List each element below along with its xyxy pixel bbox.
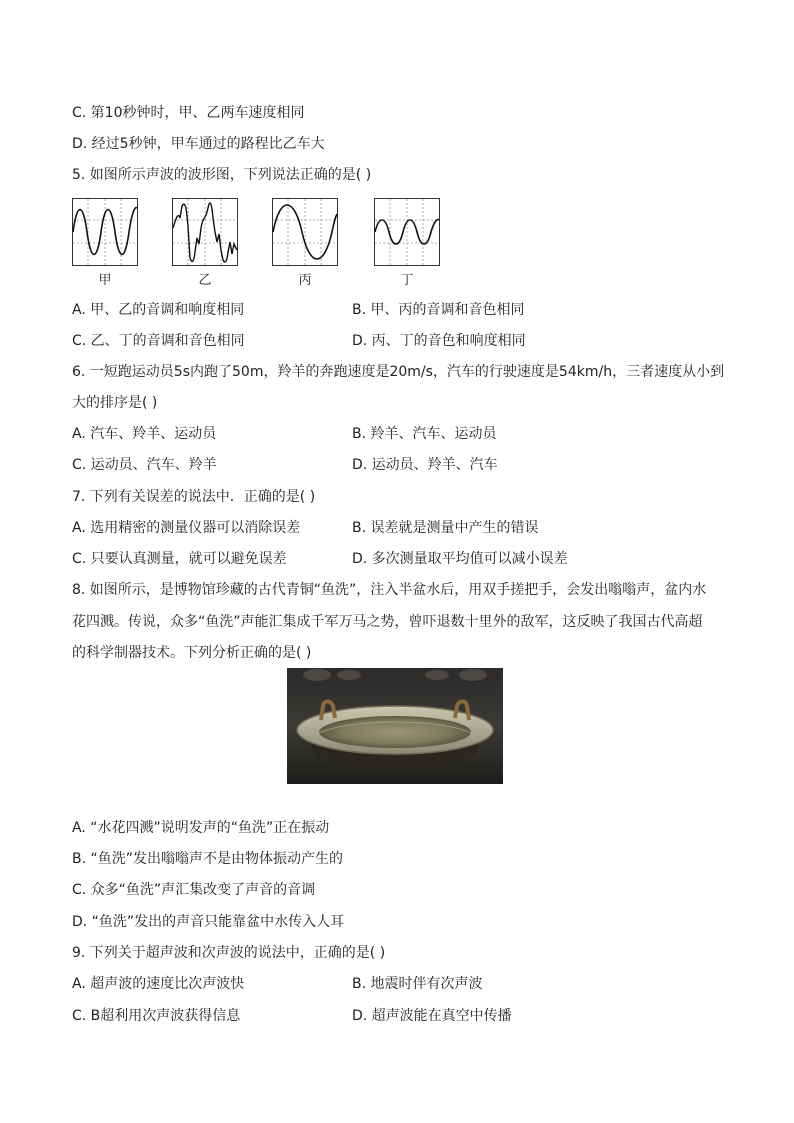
q9-stem: 9. 下列关于超声波和次声波的说法中，正确的是( ): [72, 945, 386, 961]
q7-option-c: C. 只要认真测量，就可以避免误差: [72, 551, 287, 567]
q8-option-a: A. “水花四溅”说明发声的“鱼洗”正在振动: [72, 820, 330, 836]
q8-stem-line3: 的科学制器技术。下列分析正确的是( ): [72, 645, 312, 661]
q6-option-c: C. 运动员、汽车、羚羊: [72, 457, 217, 473]
waveform-label-yi: 乙: [198, 273, 212, 288]
q5-option-b: B. 甲、丙的音调和音色相同: [352, 302, 525, 318]
bronze-basin-photo: [287, 668, 503, 784]
q5-option-d: D. 丙、丁的音色和响度相同: [352, 333, 526, 349]
q5-stem: 5. 如图所示声波的波形图，下列说法正确的是( ): [72, 167, 372, 183]
q6-option-d: D. 运动员、羚羊、汽车: [352, 457, 498, 473]
q8-option-d: D. “鱼洗”发出的声音只能靠盆中水传入人耳: [72, 914, 345, 930]
waveform-label-jia: 甲: [98, 273, 112, 288]
q6-stem-line2: 大的排序是( ): [72, 395, 158, 411]
q4-option-d: D. 经过5秒钟，甲车通过的路程比乙车大: [72, 136, 325, 152]
q6-stem-line1: 6. 一短跑运动员5s内跑了50m，羚羊的奔跑速度是20m/s，汽车的行驶速度是54km/h，三者速度从小到: [72, 364, 725, 380]
q7-stem: 7. 下列有关误差的说法中．正确的是( ): [72, 489, 316, 505]
waveform-label-ding: 丁: [400, 273, 414, 288]
waveform-ding: [374, 198, 440, 266]
waveform-bing: [272, 198, 338, 266]
q9-option-c: C. B超利用次声波获得信息: [72, 1008, 241, 1024]
q8-stem-line2: 花四溅。传说，众多“鱼洗”声能汇集成千军万马之势，曾吓退数十里外的敌军，这反映了我国古代高超: [72, 614, 703, 630]
q7-option-b: B. 误差就是测量中产生的错误: [352, 520, 539, 536]
waveform-yi: [172, 198, 238, 266]
q9-option-d: D. 超声波能在真空中传播: [352, 1008, 512, 1024]
q5-option-a: A. 甲、乙的音调和响度相同: [72, 302, 245, 318]
q7-option-a: A. 选用精密的测量仪器可以消除误差: [72, 520, 301, 536]
waveform-jia: [72, 198, 138, 266]
q4-option-c: C. 第10秒钟时，甲、乙两车速度相同: [72, 105, 305, 121]
q7-option-d: D. 多次测量取平均值可以减小误差: [352, 551, 568, 567]
q6-option-a: A. 汽车、羚羊、运动员: [72, 426, 217, 442]
q6-option-b: B. 羚羊、汽车、运动员: [352, 426, 497, 442]
q5-option-c: C. 乙、丁的音调和音色相同: [72, 333, 245, 349]
q8-option-b: B. “鱼洗”发出嗡嗡声不是由物体振动产生的: [72, 851, 344, 867]
q9-option-b: B. 地震时伴有次声波: [352, 976, 483, 992]
q8-stem-line1: 8. 如图所示，是博物馆珍藏的古代青铜“鱼洗”，注入半盆水后，用双手搓把手，会发出嗡嗡声，盆内水: [72, 582, 707, 598]
q8-option-c: C. 众多“鱼洗”声汇集改变了声音的音调: [72, 882, 316, 898]
waveform-label-bing: 丙: [298, 273, 312, 288]
q9-option-a: A. 超声波的速度比次声波快: [72, 976, 245, 992]
